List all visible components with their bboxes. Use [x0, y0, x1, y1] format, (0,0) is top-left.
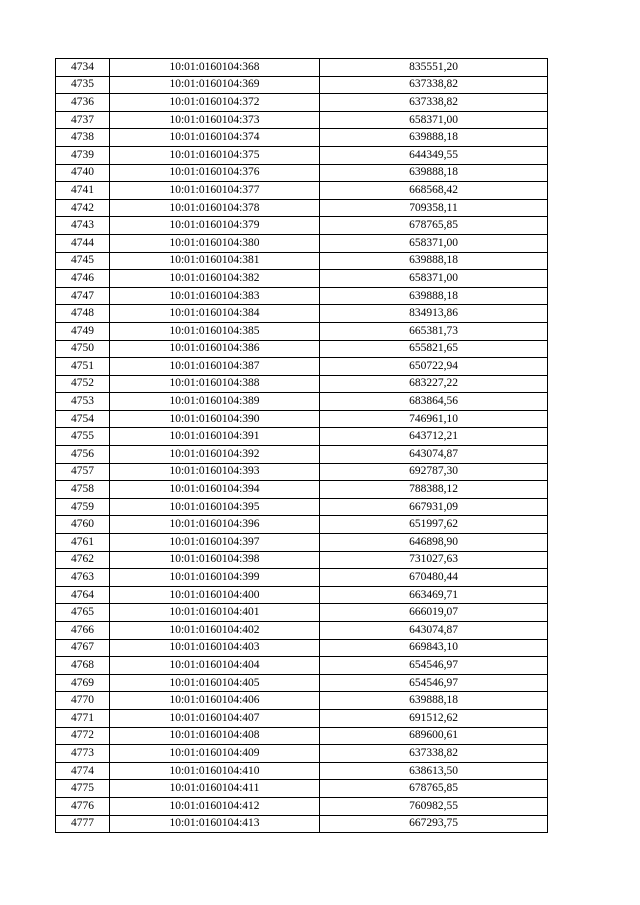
- row-number-cell: 4748: [56, 305, 110, 323]
- table-row: [56, 59, 548, 77]
- cadastral-number-cell: 10:01:0160104:394: [110, 481, 320, 499]
- table-row: [56, 498, 548, 516]
- table-row: [56, 586, 548, 604]
- row-number-cell: 4742: [56, 199, 110, 217]
- row-number-cell: 4750: [56, 340, 110, 358]
- value-cell: 643074,87: [320, 446, 548, 464]
- table-row: [56, 780, 548, 798]
- table-row: [56, 551, 548, 569]
- cadastral-number-cell: 10:01:0160104:404: [110, 657, 320, 675]
- row-number-cell: 4736: [56, 94, 110, 112]
- row-number-cell: 4737: [56, 111, 110, 129]
- row-number-cell: 4735: [56, 76, 110, 94]
- row-number-cell: 4768: [56, 657, 110, 675]
- cadastral-number-cell: 10:01:0160104:376: [110, 164, 320, 182]
- table-row: [56, 287, 548, 305]
- table-row: [56, 797, 548, 815]
- table-row: [56, 129, 548, 147]
- cadastral-number-cell: 10:01:0160104:374: [110, 129, 320, 147]
- value-cell: 834913,86: [320, 305, 548, 323]
- table-row: [56, 622, 548, 640]
- cadastral-number-cell: 10:01:0160104:411: [110, 780, 320, 798]
- table-row: [56, 674, 548, 692]
- cadastral-number-cell: 10:01:0160104:385: [110, 322, 320, 340]
- table-row: [56, 322, 548, 340]
- row-number-cell: 4747: [56, 287, 110, 305]
- row-number-cell: 4776: [56, 797, 110, 815]
- cadastral-number-cell: 10:01:0160104:395: [110, 498, 320, 516]
- table-row: [56, 164, 548, 182]
- value-cell: 646898,90: [320, 534, 548, 552]
- value-cell: 731027,63: [320, 551, 548, 569]
- cadastral-number-cell: 10:01:0160104:397: [110, 534, 320, 552]
- cadastral-number-cell: 10:01:0160104:379: [110, 217, 320, 235]
- value-cell: 654546,97: [320, 674, 548, 692]
- value-cell: 637338,82: [320, 94, 548, 112]
- table-row: [56, 446, 548, 464]
- table-row: [56, 340, 548, 358]
- cadastral-number-cell: 10:01:0160104:391: [110, 428, 320, 446]
- cadastral-value-table: [55, 58, 548, 833]
- table-row: [56, 305, 548, 323]
- table-row: [56, 657, 548, 675]
- cadastral-number-cell: 10:01:0160104:369: [110, 76, 320, 94]
- cadastral-number-cell: 10:01:0160104:406: [110, 692, 320, 710]
- cadastral-number-cell: 10:01:0160104:380: [110, 234, 320, 252]
- row-number-cell: 4763: [56, 569, 110, 587]
- table-body: [56, 59, 548, 833]
- row-number-cell: 4766: [56, 622, 110, 640]
- value-cell: 692787,30: [320, 463, 548, 481]
- cadastral-number-cell: 10:01:0160104:378: [110, 199, 320, 217]
- cadastral-number-cell: 10:01:0160104:402: [110, 622, 320, 640]
- value-cell: 683227,22: [320, 375, 548, 393]
- cadastral-number-cell: 10:01:0160104:368: [110, 59, 320, 77]
- row-number-cell: 4765: [56, 604, 110, 622]
- cadastral-number-cell: 10:01:0160104:383: [110, 287, 320, 305]
- value-cell: 835551,20: [320, 59, 548, 77]
- table-row: [56, 270, 548, 288]
- row-number-cell: 4777: [56, 815, 110, 833]
- cadastral-number-cell: 10:01:0160104:405: [110, 674, 320, 692]
- row-number-cell: 4775: [56, 780, 110, 798]
- cadastral-number-cell: 10:01:0160104:384: [110, 305, 320, 323]
- row-number-cell: 4739: [56, 146, 110, 164]
- value-cell: 760982,55: [320, 797, 548, 815]
- row-number-cell: 4745: [56, 252, 110, 270]
- value-cell: 658371,00: [320, 111, 548, 129]
- value-cell: 658371,00: [320, 270, 548, 288]
- value-cell: 639888,18: [320, 287, 548, 305]
- table-row: [56, 358, 548, 376]
- table-row: [56, 375, 548, 393]
- row-number-cell: 4740: [56, 164, 110, 182]
- table-row: [56, 709, 548, 727]
- table-row: [56, 94, 548, 112]
- value-cell: 667293,75: [320, 815, 548, 833]
- value-cell: 669843,10: [320, 639, 548, 657]
- table-row: [56, 745, 548, 763]
- value-cell: 670480,44: [320, 569, 548, 587]
- row-number-cell: 4755: [56, 428, 110, 446]
- row-number-cell: 4754: [56, 410, 110, 428]
- row-number-cell: 4744: [56, 234, 110, 252]
- row-number-cell: 4759: [56, 498, 110, 516]
- row-number-cell: 4760: [56, 516, 110, 534]
- row-number-cell: 4734: [56, 59, 110, 77]
- value-cell: 666019,07: [320, 604, 548, 622]
- value-cell: 638613,50: [320, 762, 548, 780]
- value-cell: 667931,09: [320, 498, 548, 516]
- value-cell: 788388,12: [320, 481, 548, 499]
- cadastral-number-cell: 10:01:0160104:408: [110, 727, 320, 745]
- table-row: [56, 481, 548, 499]
- value-cell: 668568,42: [320, 182, 548, 200]
- value-cell: 683864,56: [320, 393, 548, 411]
- row-number-cell: 4753: [56, 393, 110, 411]
- row-number-cell: 4749: [56, 322, 110, 340]
- value-cell: 678765,85: [320, 780, 548, 798]
- table-row: [56, 217, 548, 235]
- cadastral-number-cell: 10:01:0160104:396: [110, 516, 320, 534]
- table-row: [56, 762, 548, 780]
- cadastral-number-cell: 10:01:0160104:393: [110, 463, 320, 481]
- value-cell: 655821,65: [320, 340, 548, 358]
- cadastral-number-cell: 10:01:0160104:390: [110, 410, 320, 428]
- table-row: [56, 393, 548, 411]
- cadastral-number-cell: 10:01:0160104:412: [110, 797, 320, 815]
- table-row: [56, 463, 548, 481]
- row-number-cell: 4758: [56, 481, 110, 499]
- table-row: [56, 111, 548, 129]
- cadastral-number-cell: 10:01:0160104:387: [110, 358, 320, 376]
- row-number-cell: 4772: [56, 727, 110, 745]
- row-number-cell: 4767: [56, 639, 110, 657]
- row-number-cell: 4752: [56, 375, 110, 393]
- row-number-cell: 4746: [56, 270, 110, 288]
- table-row: [56, 410, 548, 428]
- table-row: [56, 252, 548, 270]
- value-cell: 689600,61: [320, 727, 548, 745]
- cadastral-number-cell: 10:01:0160104:386: [110, 340, 320, 358]
- cadastral-number-cell: 10:01:0160104:372: [110, 94, 320, 112]
- table-row: [56, 182, 548, 200]
- row-number-cell: 4762: [56, 551, 110, 569]
- cadastral-number-cell: 10:01:0160104:399: [110, 569, 320, 587]
- value-cell: 665381,73: [320, 322, 548, 340]
- row-number-cell: 4773: [56, 745, 110, 763]
- cadastral-number-cell: 10:01:0160104:389: [110, 393, 320, 411]
- value-cell: 709358,11: [320, 199, 548, 217]
- value-cell: 691512,62: [320, 709, 548, 727]
- table-row: [56, 569, 548, 587]
- cadastral-number-cell: 10:01:0160104:398: [110, 551, 320, 569]
- cadastral-number-cell: 10:01:0160104:410: [110, 762, 320, 780]
- row-number-cell: 4756: [56, 446, 110, 464]
- value-cell: 637338,82: [320, 76, 548, 94]
- value-cell: 651997,62: [320, 516, 548, 534]
- table-row: [56, 428, 548, 446]
- row-number-cell: 4761: [56, 534, 110, 552]
- cadastral-number-cell: 10:01:0160104:388: [110, 375, 320, 393]
- value-cell: 650722,94: [320, 358, 548, 376]
- table-row: [56, 692, 548, 710]
- value-cell: 654546,97: [320, 657, 548, 675]
- value-cell: 639888,18: [320, 692, 548, 710]
- cadastral-number-cell: 10:01:0160104:401: [110, 604, 320, 622]
- table-row: [56, 234, 548, 252]
- value-cell: 678765,85: [320, 217, 548, 235]
- cadastral-number-cell: 10:01:0160104:381: [110, 252, 320, 270]
- cadastral-number-cell: 10:01:0160104:409: [110, 745, 320, 763]
- value-cell: 643074,87: [320, 622, 548, 640]
- cadastral-number-cell: 10:01:0160104:382: [110, 270, 320, 288]
- table-row: [56, 727, 548, 745]
- cadastral-number-cell: 10:01:0160104:403: [110, 639, 320, 657]
- value-cell: 644349,55: [320, 146, 548, 164]
- row-number-cell: 4757: [56, 463, 110, 481]
- row-number-cell: 4770: [56, 692, 110, 710]
- row-number-cell: 4741: [56, 182, 110, 200]
- table-row: [56, 815, 548, 833]
- value-cell: 643712,21: [320, 428, 548, 446]
- row-number-cell: 4771: [56, 709, 110, 727]
- value-cell: 639888,18: [320, 252, 548, 270]
- value-cell: 663469,71: [320, 586, 548, 604]
- table-row: [56, 199, 548, 217]
- cadastral-number-cell: 10:01:0160104:392: [110, 446, 320, 464]
- cadastral-number-cell: 10:01:0160104:400: [110, 586, 320, 604]
- value-cell: 637338,82: [320, 745, 548, 763]
- row-number-cell: 4743: [56, 217, 110, 235]
- table-row: [56, 639, 548, 657]
- value-cell: 746961,10: [320, 410, 548, 428]
- row-number-cell: 4769: [56, 674, 110, 692]
- row-number-cell: 4764: [56, 586, 110, 604]
- value-cell: 658371,00: [320, 234, 548, 252]
- cadastral-number-cell: 10:01:0160104:373: [110, 111, 320, 129]
- cadastral-number-cell: 10:01:0160104:407: [110, 709, 320, 727]
- table-row: [56, 534, 548, 552]
- cadastral-number-cell: 10:01:0160104:377: [110, 182, 320, 200]
- cadastral-number-cell: 10:01:0160104:375: [110, 146, 320, 164]
- row-number-cell: 4774: [56, 762, 110, 780]
- row-number-cell: 4738: [56, 129, 110, 147]
- row-number-cell: 4751: [56, 358, 110, 376]
- table-row: [56, 76, 548, 94]
- table-row: [56, 604, 548, 622]
- cadastral-number-cell: 10:01:0160104:413: [110, 815, 320, 833]
- table-row: [56, 146, 548, 164]
- table-row: [56, 516, 548, 534]
- value-cell: 639888,18: [320, 164, 548, 182]
- value-cell: 639888,18: [320, 129, 548, 147]
